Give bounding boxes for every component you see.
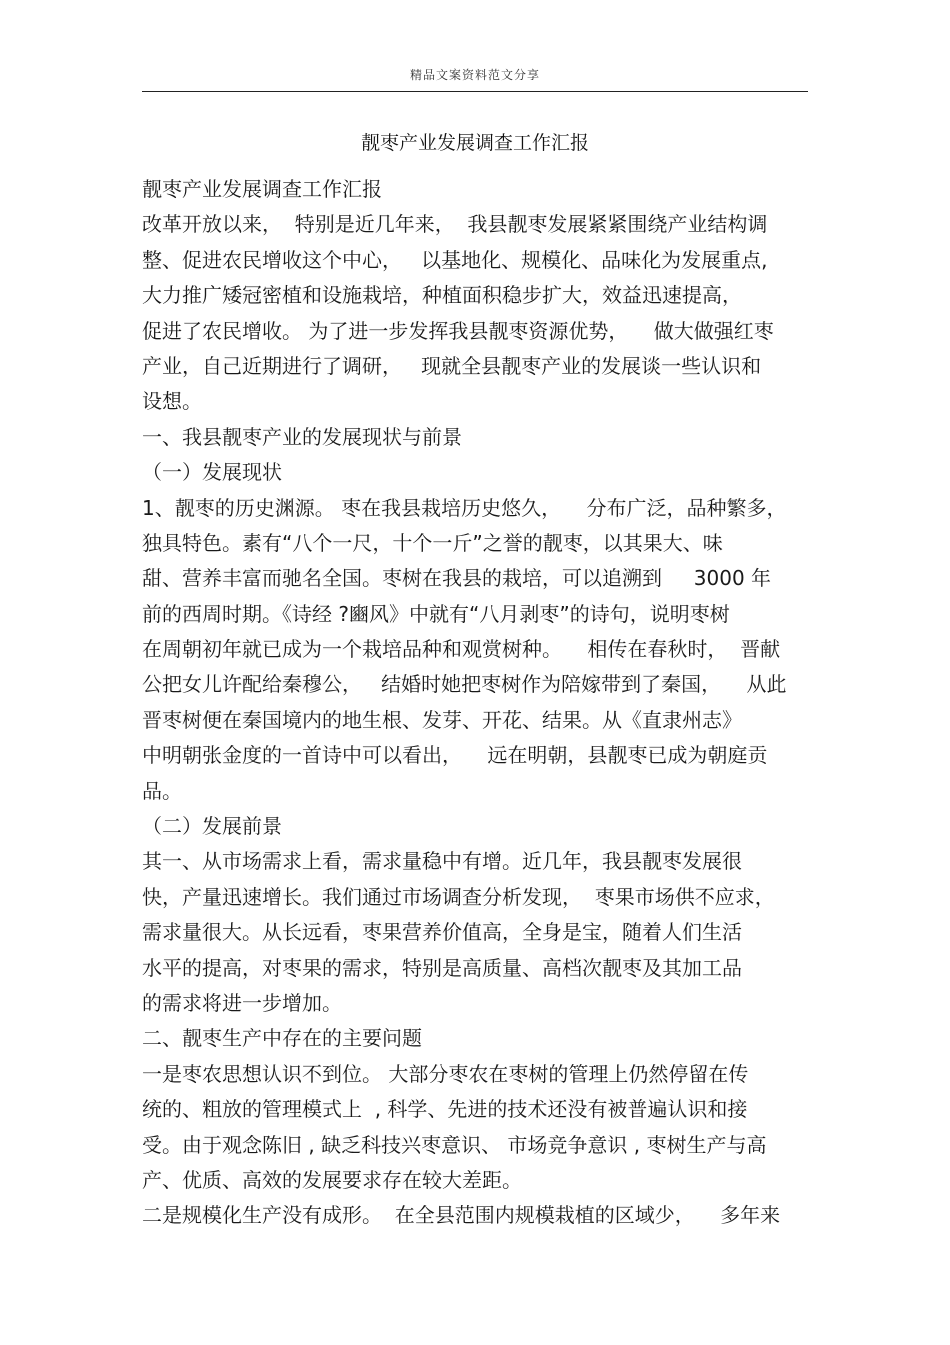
document-body	[142, 172, 812, 1234]
header-divider	[142, 91, 808, 92]
body-line: 的需求将进一步增加。	[142, 990, 342, 1015]
body-line: 晋枣树便在秦国境内的地生根、发芽、开花、结果。从《直隶州志》	[142, 707, 742, 732]
body-line: 受。由于观念陈旧 , 缺乏科技兴枣意识、 市场竞争意识 , 枣树生产与高	[142, 1132, 767, 1157]
body-line: 统的、粗放的管理模式上 , 科学、先进的技术还没有被普遍认识和接	[142, 1097, 748, 1122]
body-line: 1、靓枣的历史渊源。 枣在我县栽培历史悠久， 分布广泛，品种繁多，	[142, 495, 787, 520]
body-line: 甜、营养丰富而驰名全国。枣树在我县的栽培，可以追溯到 3000 年	[142, 566, 772, 591]
body-line: 大力推广矮冠密植和设施栽培，种植面积稳步扩大，效益迅速提高，	[142, 283, 742, 308]
body-line: 快，产量迅速增长。我们通过市场调查分析发现， 枣果市场供不应求，	[142, 884, 775, 909]
body-line: 其一、从市场需求上看，需求量稳中有增。近几年，我县靓枣发展很	[142, 849, 742, 874]
section-heading: 二、靓枣生产中存在的主要问题	[142, 1026, 422, 1051]
body-line: 一是枣农思想认识不到位。 大部分枣农在枣树的管理上仍然停留在传	[142, 1061, 749, 1086]
body-line: 在周朝初年就已成为一个栽培品种和观赏树种。 相传在春秋时， 晋献	[142, 637, 781, 662]
body-line: 中明朝张金度的一首诗中可以看出， 远在明朝，县靓枣已成为朝庭贡	[142, 743, 768, 768]
body-line: 整、促进农民增收这个中心， 以基地化、规模化、品味化为发展重点,	[142, 247, 768, 272]
body-line: 改革开放以来， 特别是近几年来， 我县靓枣发展紧紧围绕产业结构调	[142, 212, 768, 237]
body-line: 需求量很大。从长远看，枣果营养价值高，全身是宝，随着人们生活	[142, 920, 742, 945]
subsection-heading: （二）发展前景	[142, 814, 282, 839]
body-line: 水平的提高，对枣果的需求，特别是高质量、高档次靓枣及其加工品	[142, 955, 742, 980]
body-line: 前的西周时期。《诗经 ?豳风》中就有“八月剥枣”的诗句，说明枣树	[142, 601, 730, 626]
body-line: 独具特色。素有“八个一尺，十个一斤”之誉的靓枣，以其果大、味	[142, 530, 723, 555]
section-heading: 一、我县靓枣产业的发展现状与前景	[142, 424, 462, 449]
body-line: 二是规模化生产没有成形。 在全县范围内规模栽植的区域少， 多年来	[142, 1203, 781, 1228]
subsection-heading: （一）发展现状	[142, 460, 282, 485]
body-line: 靓枣产业发展调查工作汇报	[142, 177, 382, 201]
body-line: 设想。	[142, 389, 202, 414]
body-line: 产业，自己近期进行了调研， 现就全县靓枣产业的发展谈一些认识和	[142, 353, 762, 378]
body-line: 产、优质、高效的发展要求存在较大差距。	[142, 1167, 522, 1192]
body-line: 促进了农民增收。 为了进一步发挥我县靓枣资源优势， 做大做强红枣	[142, 318, 774, 343]
document-title: 靓枣产业发展调查工作汇报	[360, 132, 589, 154]
body-line: 品。	[142, 778, 182, 803]
page-header: 精品文案资料范文分享	[409, 68, 540, 82]
body-line: 公把女儿许配给秦穆公， 结婚时她把枣树作为陪嫁带到了秦国， 从此	[142, 672, 787, 697]
